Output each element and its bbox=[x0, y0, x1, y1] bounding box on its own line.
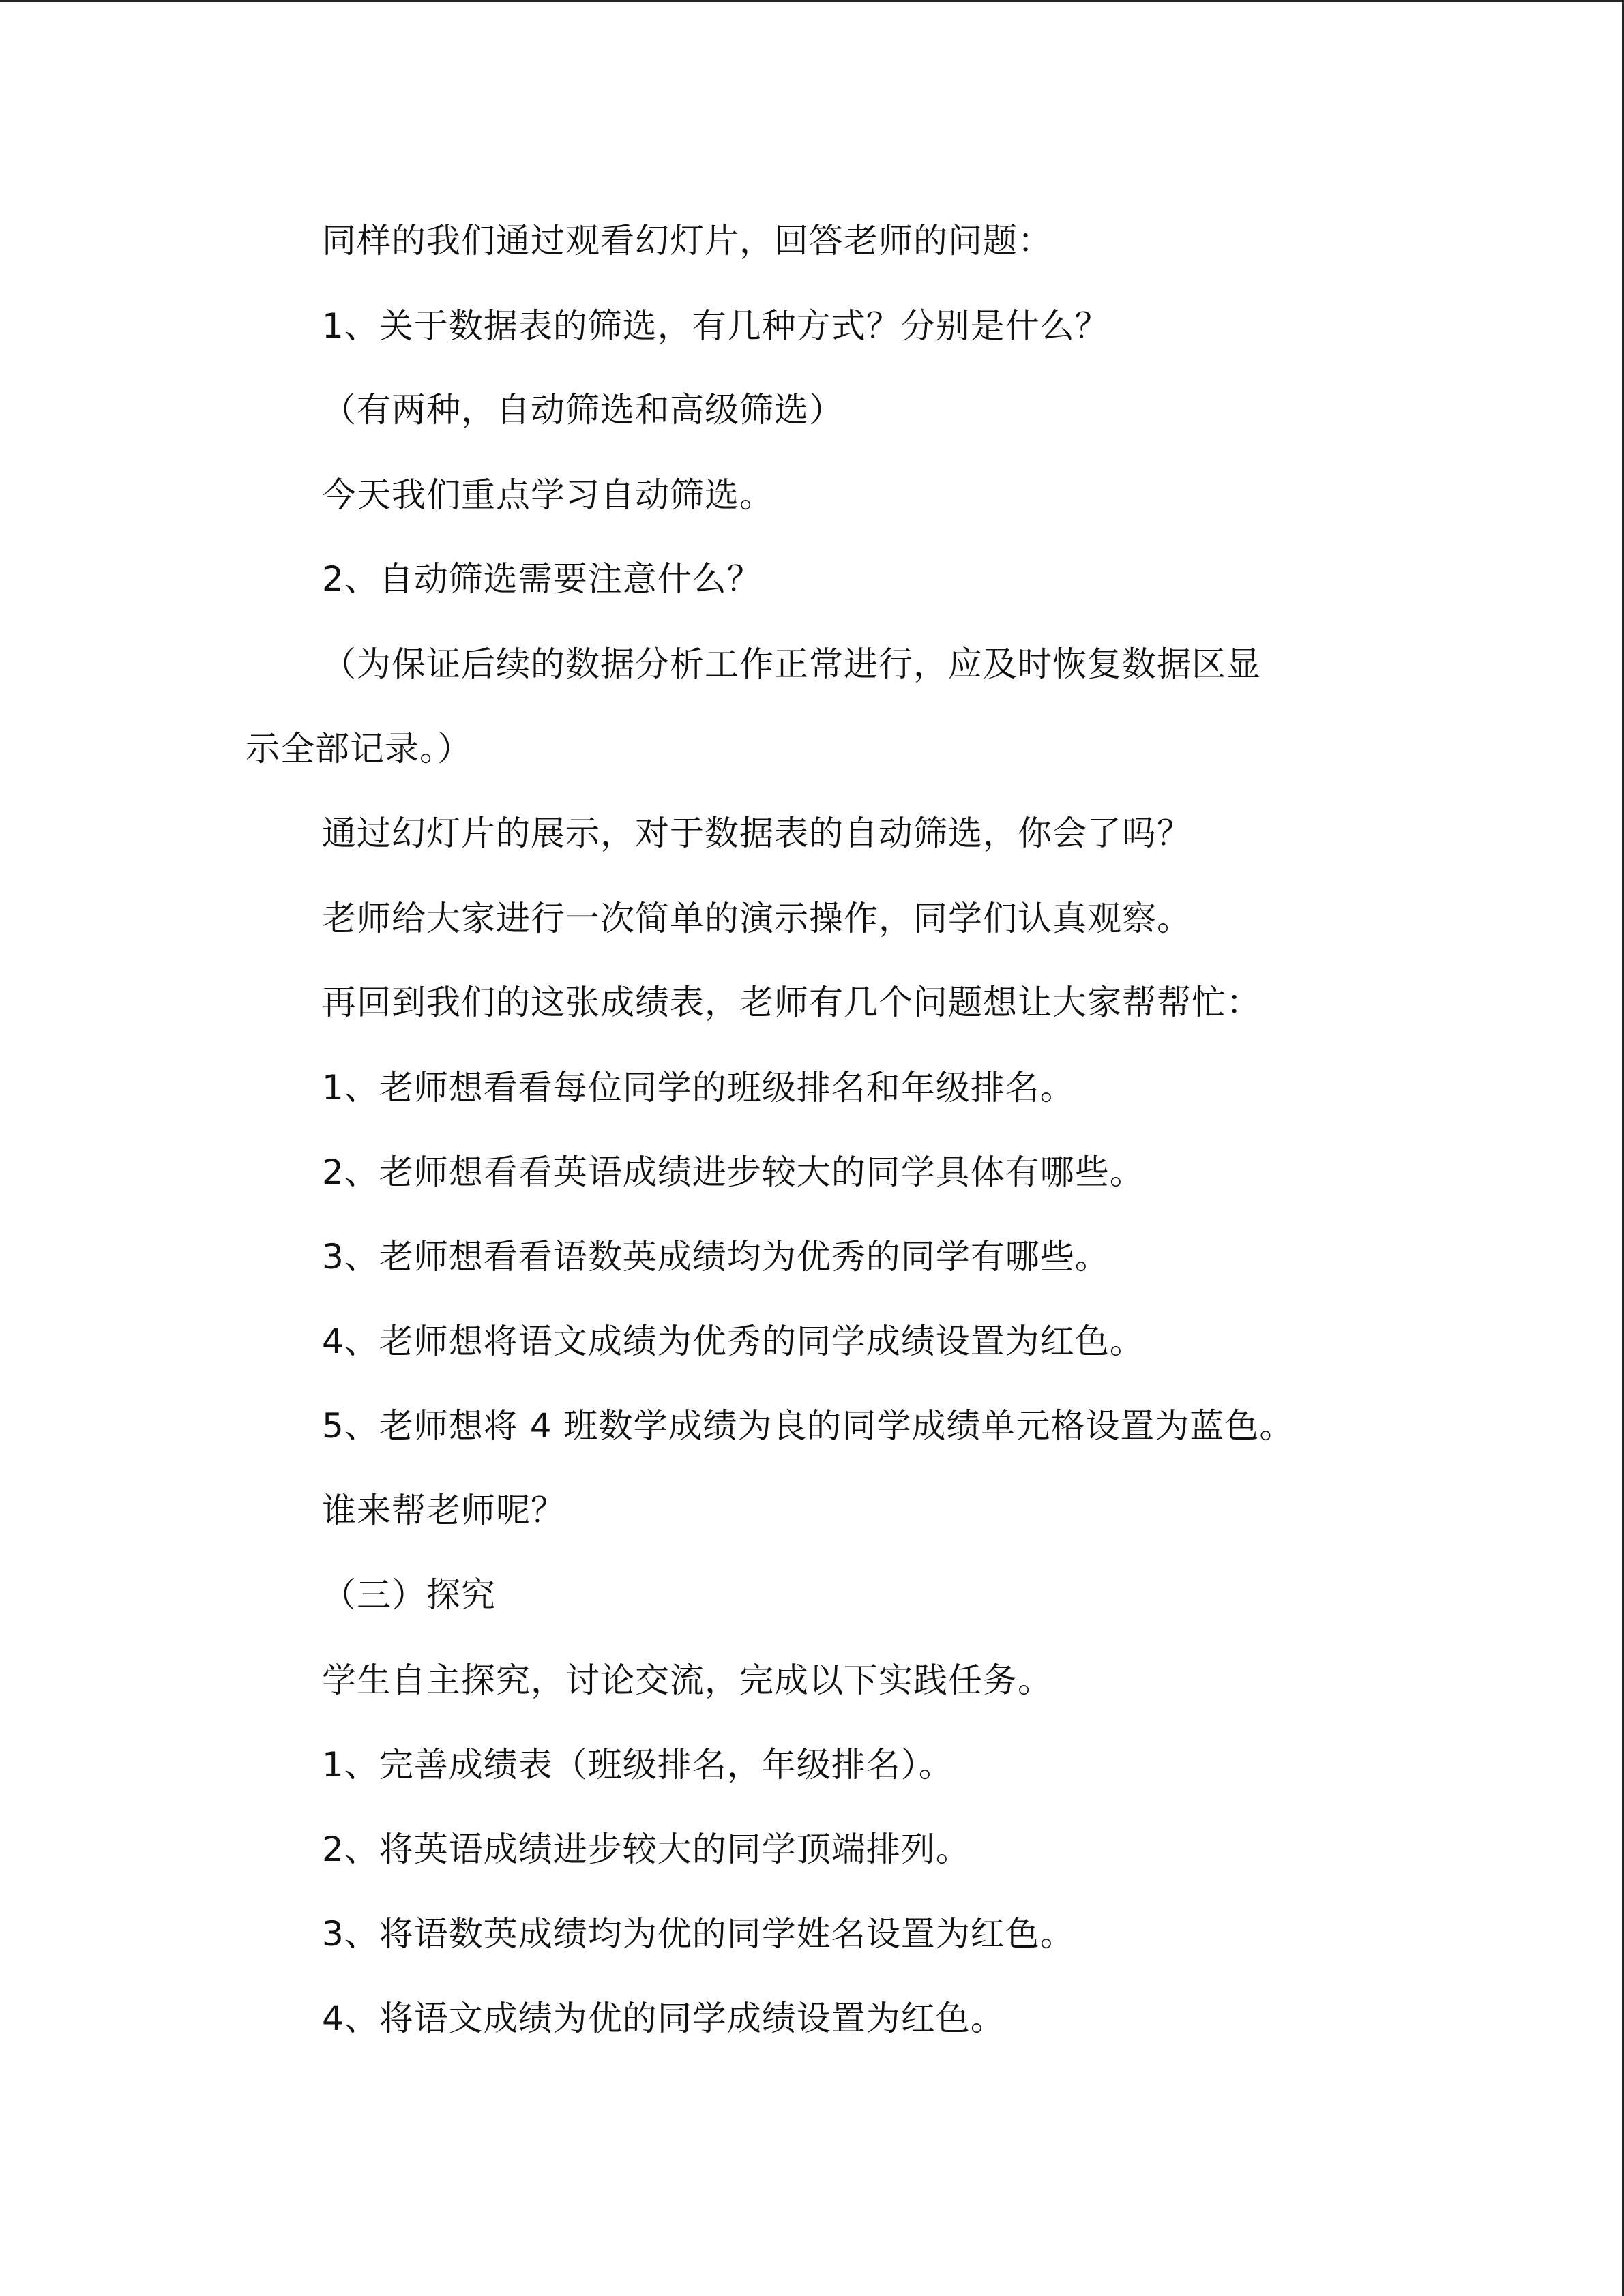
text-line-12: 2、老师想看看英语成绩进步较大的同学具体有哪些。 bbox=[322, 1152, 1145, 1192]
text-line-19: 1、完善成绩表（班级排名，年级排名）。 bbox=[322, 1745, 954, 1785]
text-line-13: 3、老师想看看语数英成绩均为优秀的同学有哪些。 bbox=[322, 1237, 1110, 1277]
text-line-8: 通过幻灯片的展示，对于数据表的自动筛选，你会了吗？ bbox=[322, 814, 1192, 853]
text-line-3: （有两种，自动筛选和高级筛选） bbox=[322, 390, 844, 430]
text-line-5: 2、自动筛选需要注意什么？ bbox=[322, 559, 762, 599]
text-line-21: 3、将语数英成绩均为优的同学姓名设置为红色。 bbox=[322, 1914, 1075, 1954]
text-line-14: 4、老师想将语文成绩为优秀的同学成绩设置为红色。 bbox=[322, 1322, 1145, 1361]
text-line-1: 同样的我们通过观看幻灯片，回答老师的问题： bbox=[322, 221, 1052, 260]
text-line-4: 今天我们重点学习自动筛选。 bbox=[322, 475, 774, 515]
text-line-7: 示全部记录。） bbox=[246, 729, 472, 769]
text-line-9: 老师给大家进行一次简单的演示操作，同学们认真观察。 bbox=[322, 899, 1192, 938]
text-line-6: （为保证后续的数据分析工作正常进行，应及时恢复数据区显 bbox=[322, 644, 1261, 684]
text-line-16: 谁来帮老师呢？ bbox=[322, 1491, 565, 1530]
text-line-10: 再回到我们的这张成绩表，老师有几个问题想让大家帮帮忙： bbox=[322, 983, 1261, 1022]
text-line-15: 5、老师想将 4 班数学成绩为良的同学成绩单元格设置为蓝色。 bbox=[322, 1406, 1295, 1446]
text-line-18: 学生自主探究，讨论交流，完成以下实践任务。 bbox=[322, 1660, 1052, 1700]
text-line-2: 1、关于数据表的筛选，有几种方式？分别是什么？ bbox=[322, 306, 1110, 346]
text-line-11: 1、老师想看看每位同学的班级排名和年级排名。 bbox=[322, 1068, 1075, 1107]
text-line-22: 4、将语文成绩为优的同学成绩设置为红色。 bbox=[322, 1999, 1005, 2038]
section-heading: （三）探究 bbox=[322, 1575, 496, 1615]
text-line-20: 2、将英语成绩进步较大的同学顶端排列。 bbox=[322, 1830, 971, 1869]
